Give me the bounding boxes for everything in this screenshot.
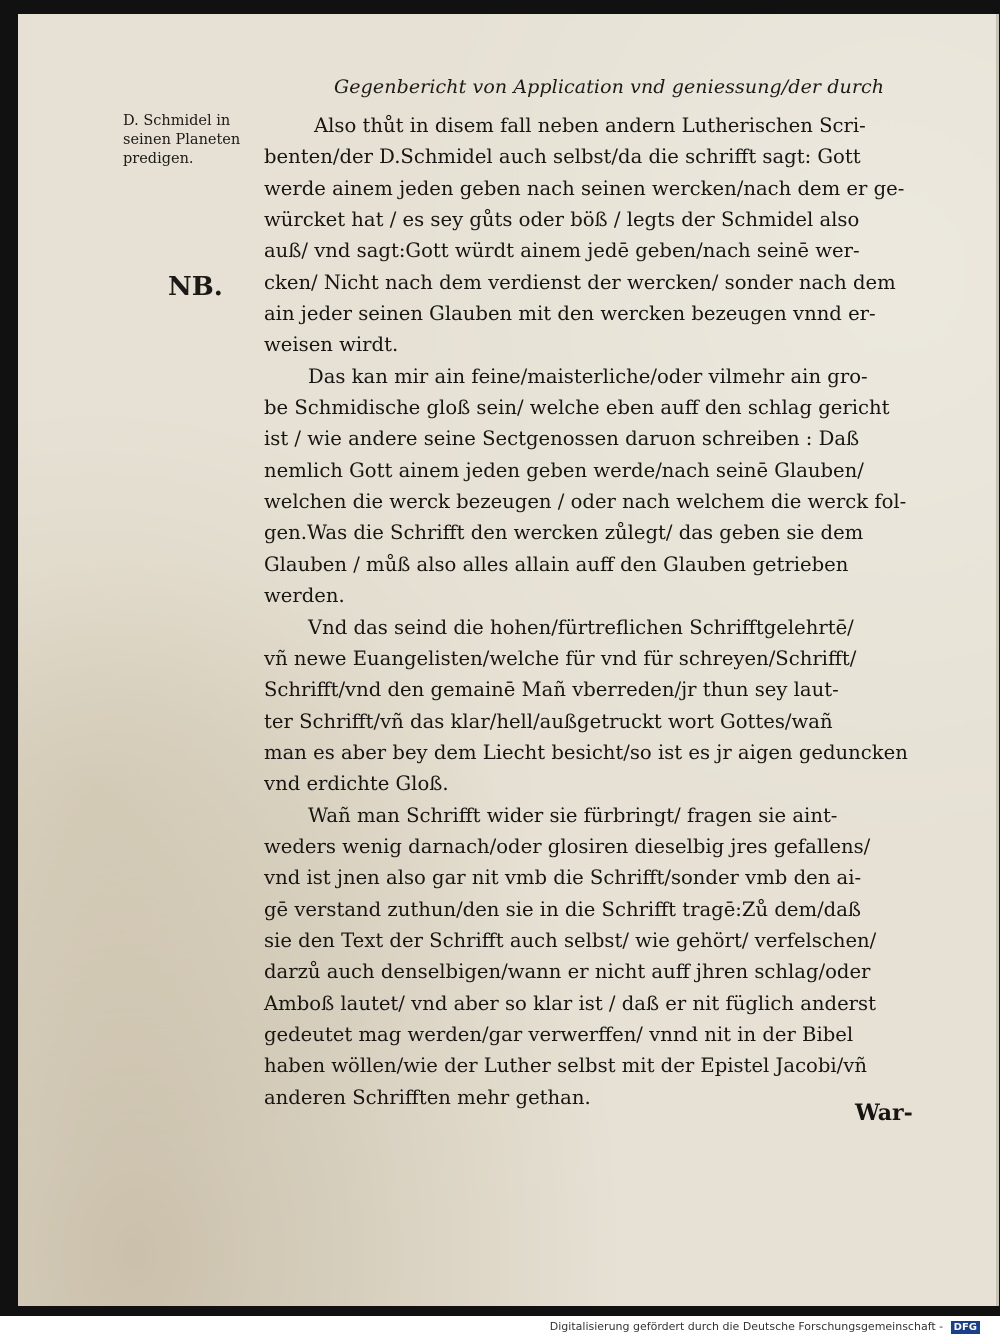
text-line: darzů auch denselbigen/wann er nicht auff jhren schlag/oder: [264, 960, 871, 984]
text-line: anderen Schrifften mehr gethan.: [264, 1085, 591, 1109]
margin-note-line: predigen.: [123, 151, 194, 167]
text-line: weders wenig darnach/oder glosiren dieselbig jres gefallens/: [264, 834, 871, 858]
text-line: Wañ man Schrifft wider sie fürbringt/ fragen sie aint-: [308, 803, 838, 827]
margin-note: [123, 112, 263, 169]
text-line: sie den Text der Schrifft auch selbst/ wie gehört/ verfelschen/: [264, 928, 877, 952]
text-line: gen.Was die Schrifft den wercken zůlegt/ das geben sie dem: [264, 521, 864, 545]
text-line: ain jeder seinen Glauben mit den wercken bezeugen vnnd er-: [264, 302, 876, 326]
text-line: man es aber bey dem Liecht besicht/so ist es jr aigen geduncken: [264, 740, 908, 764]
text-line: gedeutet mag werden/gar verwerffen/ vnnd nit in der Bibel: [264, 1022, 854, 1046]
text-line: werde ainem jeden geben nach seinen wercken/nach dem er ge-: [264, 176, 905, 200]
text-line: vñ newe Euangelisten/welche für vnd für schreyen/Schrifft/: [264, 646, 857, 670]
text-line: Also thůt in disem fall neben andern Lutherischen Scri-: [314, 114, 866, 137]
catchword: War-: [855, 1100, 913, 1126]
margin-note-line: seinen Planeten: [123, 132, 241, 148]
text-line: Glauben / můß also alles allain auff den Glauben getrieben: [264, 552, 849, 576]
text-line: ist / wie andere seine Sectgenossen daruon schreiben : Daß: [264, 427, 860, 451]
text-line: Schrifft/vnd den gemainē Mañ vberreden/jr thun sey laut-: [264, 678, 839, 702]
text-line: würcket hat / es sey gůts oder böß / legts der Schmidel also: [264, 208, 860, 232]
nota-bene-mark: NB.: [168, 272, 223, 302]
digitization-credit: [550, 1320, 980, 1334]
text-line: benten/der D.Schmidel auch selbst/da die schrifft sagt: Gott: [264, 145, 861, 169]
text-line: Amboß lautet/ vnd aber so klar ist / daß er nit füglich anderst: [264, 991, 876, 1015]
text-line: ter Schrifft/vñ das klar/hell/außgetruckt wort Gottes/wañ: [264, 709, 833, 733]
text-line: nemlich Gott ainem jeden geben werde/nach seinē Glauben/: [264, 458, 864, 482]
text-line: werden.: [264, 584, 345, 608]
text-line: weisen wirdt.: [264, 333, 399, 357]
running-header: Gegenbericht von Application vnd geniessung/der durch: [334, 76, 885, 98]
text-line: vnd erdichte Gloß.: [264, 772, 449, 796]
dfg-logo: DFG: [951, 1321, 980, 1334]
text-line: gē verstand zuthun/den sie in die Schrifft tragē:Zů dem/daß: [264, 897, 861, 921]
text-line: Das kan mir ain feine/maisterliche/oder vilmehr ain gro-: [308, 364, 868, 388]
body-text: [264, 110, 930, 1113]
margin-note-line: D. Schmidel in: [123, 113, 231, 129]
text-line: cken/ Nicht nach dem verdienst der wercken/ sonder nach dem: [264, 270, 896, 294]
credit-text: Digitalisierung gefördert durch die Deutsche Forschungsgemeinschaft -: [549, 1320, 944, 1333]
text-line: auß/ vnd sagt:Gott würdt ainem jedē geben/nach seinē wer-: [264, 239, 860, 263]
text-line: vnd ist jnen also gar nit vmb die Schrifft/sonder vmb den ai-: [264, 866, 862, 890]
text-line: Vnd das seind die hohen/fürtreflichen Schrifftgelehrtē/: [308, 615, 854, 639]
text-line: haben wöllen/wie der Luther selbst mit der Epistel Jacobi/vñ: [264, 1054, 867, 1078]
text-line: welchen die werck bezeugen / oder nach welchem die werck fol-: [264, 490, 907, 514]
text-line: be Schmidische gloß sein/ welche eben auff den schlag gericht: [264, 396, 890, 420]
